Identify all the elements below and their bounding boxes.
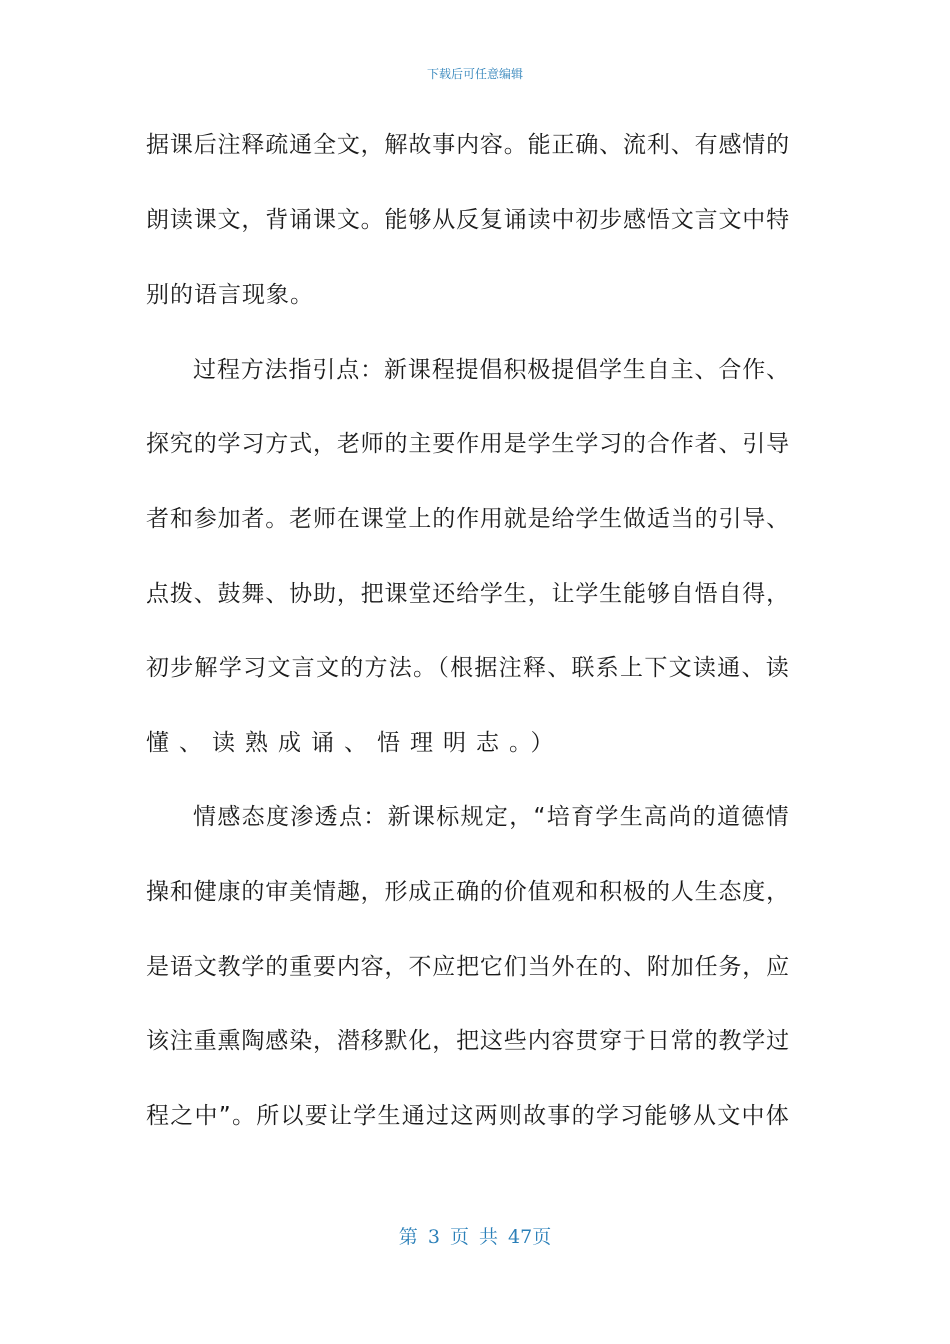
body-line-text: 别的语言现象。 (146, 282, 314, 308)
page-footer: 第 3 页 共 47页 (398, 1226, 552, 1248)
body-line-text: 是语文教学的重要内容，不应把它们当外在的、附加任务，应 (146, 954, 790, 980)
body-line-text: 该注重熏陶感染，潜移默化，把这些内容贯穿于日常的教学过 (146, 1028, 790, 1054)
body-line (0, 797, 950, 837)
body-line-text: 初步解学习文言文的方法。（根据注释、联系上下文读通、读 (146, 655, 790, 681)
body-line (0, 125, 950, 165)
body-line-text: 操和健康的审美情趣，形成正确的价值观和积极的人生态度， (146, 879, 790, 905)
body-line (0, 574, 950, 614)
body-line-text: 懂、读熟成诵、悟理明志。） (146, 730, 564, 756)
body-line-text: 探究的学习方式，老师的主要作用是学生学习的合作者、引导 (146, 431, 790, 457)
body-line-text: 点拨、鼓舞、协助，把课堂还给学生，让学生能够自悟自得， (146, 581, 790, 607)
body-line-text: 据课后注释疏通全文，解故事内容。能正确、流利、有感情的 (146, 132, 790, 158)
body-line (0, 424, 950, 464)
body-line (0, 275, 950, 315)
body-line-text: 者和参加者。老师在课堂上的作用就是给学生做适当的引导、 (146, 506, 790, 532)
body-line (0, 200, 950, 240)
body-line (0, 350, 950, 390)
body-line-text: 过程方法指引点：新课程提倡积极提倡学生自主、合作、 (193, 357, 790, 383)
body-line-text: 情感态度渗透点：新课标规定，“培育学生高尚的道德情 (193, 804, 790, 830)
body-line (0, 1096, 950, 1136)
body-line-text: 朗读课文，背诵课文。能够从反复诵读中初步感悟文言文中特 (146, 207, 790, 233)
body-line (0, 947, 950, 987)
body-line (0, 872, 950, 912)
body-line (0, 499, 950, 539)
body-line (0, 723, 950, 763)
body-line-text: 程之中”。所以要让学生通过这两则故事的学习能够从文中体 (146, 1103, 790, 1129)
page-header: 下载后可任意编辑 (426, 67, 523, 81)
body-line (0, 1021, 950, 1061)
body-line (0, 648, 950, 688)
